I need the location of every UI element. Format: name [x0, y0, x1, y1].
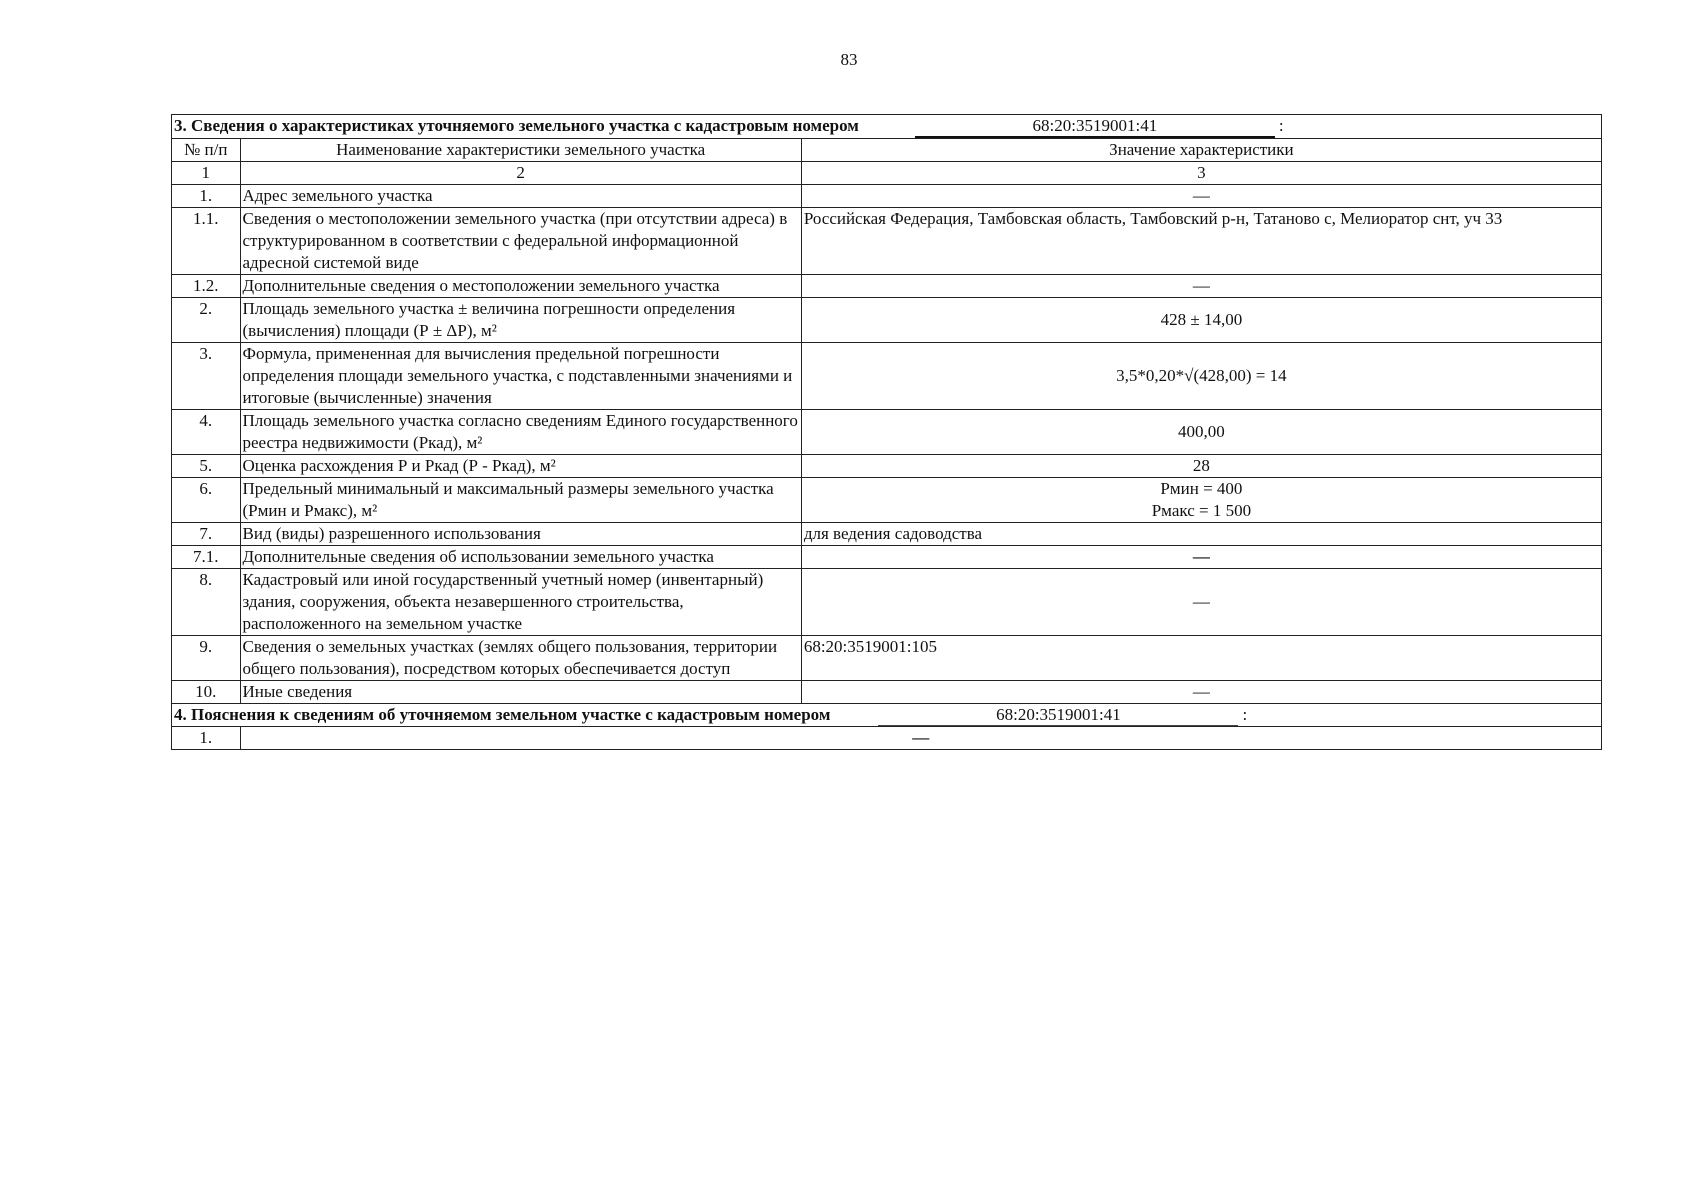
section-3-cadastral-number: 68:20:3519001:41 [915, 116, 1275, 138]
row-value: для ведения садоводства [801, 523, 1601, 546]
row-number: 1.1. [172, 208, 241, 275]
row-value: — [240, 727, 1601, 750]
section-3-colon: : [1278, 116, 1284, 135]
row-name: Сведения о местоположении земельного участка (при отсутствии адреса) в структурированном в соответствии с федеральной информационной адресной системой виде [240, 208, 801, 275]
section-4-header [172, 704, 1602, 727]
row-number: 6. [172, 478, 241, 523]
table-row [172, 478, 1602, 523]
row-name: Площадь земельного участка согласно сведениям Единого государственного реестра недвижимости (Ркад), м² [240, 410, 801, 455]
document-sheet [171, 114, 1602, 750]
table-row [172, 681, 1602, 704]
column-header-name: Наименование характеристики земельного участка [240, 139, 801, 162]
table-row [172, 275, 1602, 298]
row-value: 68:20:3519001:105 [801, 636, 1601, 681]
row-number: 2. [172, 298, 241, 343]
row-value: 3,5*0,20*√(428,00) = 14 [801, 343, 1601, 410]
table-row [172, 343, 1602, 410]
row-name: Адрес земельного участка [240, 185, 801, 208]
table-row [172, 455, 1602, 478]
table-row [172, 185, 1602, 208]
row-value: — [801, 681, 1601, 704]
table-row [172, 546, 1602, 569]
row-name: Вид (виды) разрешенного использования [240, 523, 801, 546]
table-row [172, 569, 1602, 636]
row-number: 7.1. [172, 546, 241, 569]
column-header-row [172, 139, 1602, 162]
row-number: 1. [172, 185, 241, 208]
row-number: 10. [172, 681, 241, 704]
row-number: 5. [172, 455, 241, 478]
row-number: 9. [172, 636, 241, 681]
row-value: 428 ± 14,00 [801, 298, 1601, 343]
table-row [172, 298, 1602, 343]
row-name: Иные сведения [240, 681, 801, 704]
row-number: 4. [172, 410, 241, 455]
table-row [172, 727, 1602, 750]
row-name: Оценка расхождения Р и Ркад (Р - Ркад), м² [240, 455, 801, 478]
row-value [801, 478, 1601, 523]
row-value: 400,00 [801, 410, 1601, 455]
table-row [172, 208, 1602, 275]
row-number: 1. [172, 727, 241, 750]
row-name: Кадастровый или иной государственный учетный номер (инвентарный) здания, сооружения, объекта незавершенного строительства, расположенного на земельном участке [240, 569, 801, 636]
row-name: Формула, примененная для вычисления предельной погрешности определения площади земельного участка, с подставленными значениями и итоговые (вычисленные) значения [240, 343, 801, 410]
table-row [172, 410, 1602, 455]
column-header-number: № п/п [172, 139, 241, 162]
table-row [172, 636, 1602, 681]
row-name: Площадь земельного участка ± величина погрешности определения (вычисления) площади (Р ± ΔР), м² [240, 298, 801, 343]
row-value: Российская Федерация, Тамбовская область, Тамбовский р-н, Татаново с, Мелиоратор снт, уч 33 [801, 208, 1601, 275]
row-value-min: Рмин = 400 [1160, 479, 1243, 498]
row-value-max: Рмакс = 1 500 [1151, 501, 1252, 520]
section-4-colon: : [1242, 705, 1248, 724]
row-value: — [801, 185, 1601, 208]
row-number: 7. [172, 523, 241, 546]
page-number: 83 [840, 50, 858, 69]
section-3-title: 3. Сведения о характеристиках уточняемого земельного участка с кадастровым номером [174, 116, 859, 135]
characteristics-table [171, 114, 1602, 750]
section-3-header [172, 115, 1602, 139]
row-number: 3. [172, 343, 241, 410]
row-name: Предельный минимальный и максимальный размеры земельного участка (Рмин и Рмакс), м² [240, 478, 801, 523]
section-4-title: 4. Пояснения к сведениям об уточняемом земельном участке с кадастровым номером [174, 705, 831, 724]
row-name: Сведения о земельных участках (землях общего пользования, территории общего пользования), посредством которых обеспечивается доступ [240, 636, 801, 681]
row-name: Дополнительные сведения о местоположении земельного участка [240, 275, 801, 298]
row-value: — [801, 546, 1601, 569]
row-value: — [801, 275, 1601, 298]
table-row [172, 523, 1602, 546]
column-number-1: 1 [172, 162, 241, 185]
row-value: 28 [801, 455, 1601, 478]
section-4-cadastral-number: 68:20:3519001:41 [878, 705, 1238, 726]
column-header-value: Значение характеристики [801, 139, 1601, 162]
column-number-row [172, 162, 1602, 185]
row-name: Дополнительные сведения об использовании земельного участка [240, 546, 801, 569]
row-number: 1.2. [172, 275, 241, 298]
row-value: — [801, 569, 1601, 636]
row-number: 8. [172, 569, 241, 636]
column-number-2: 2 [240, 162, 801, 185]
column-number-3: 3 [801, 162, 1601, 185]
